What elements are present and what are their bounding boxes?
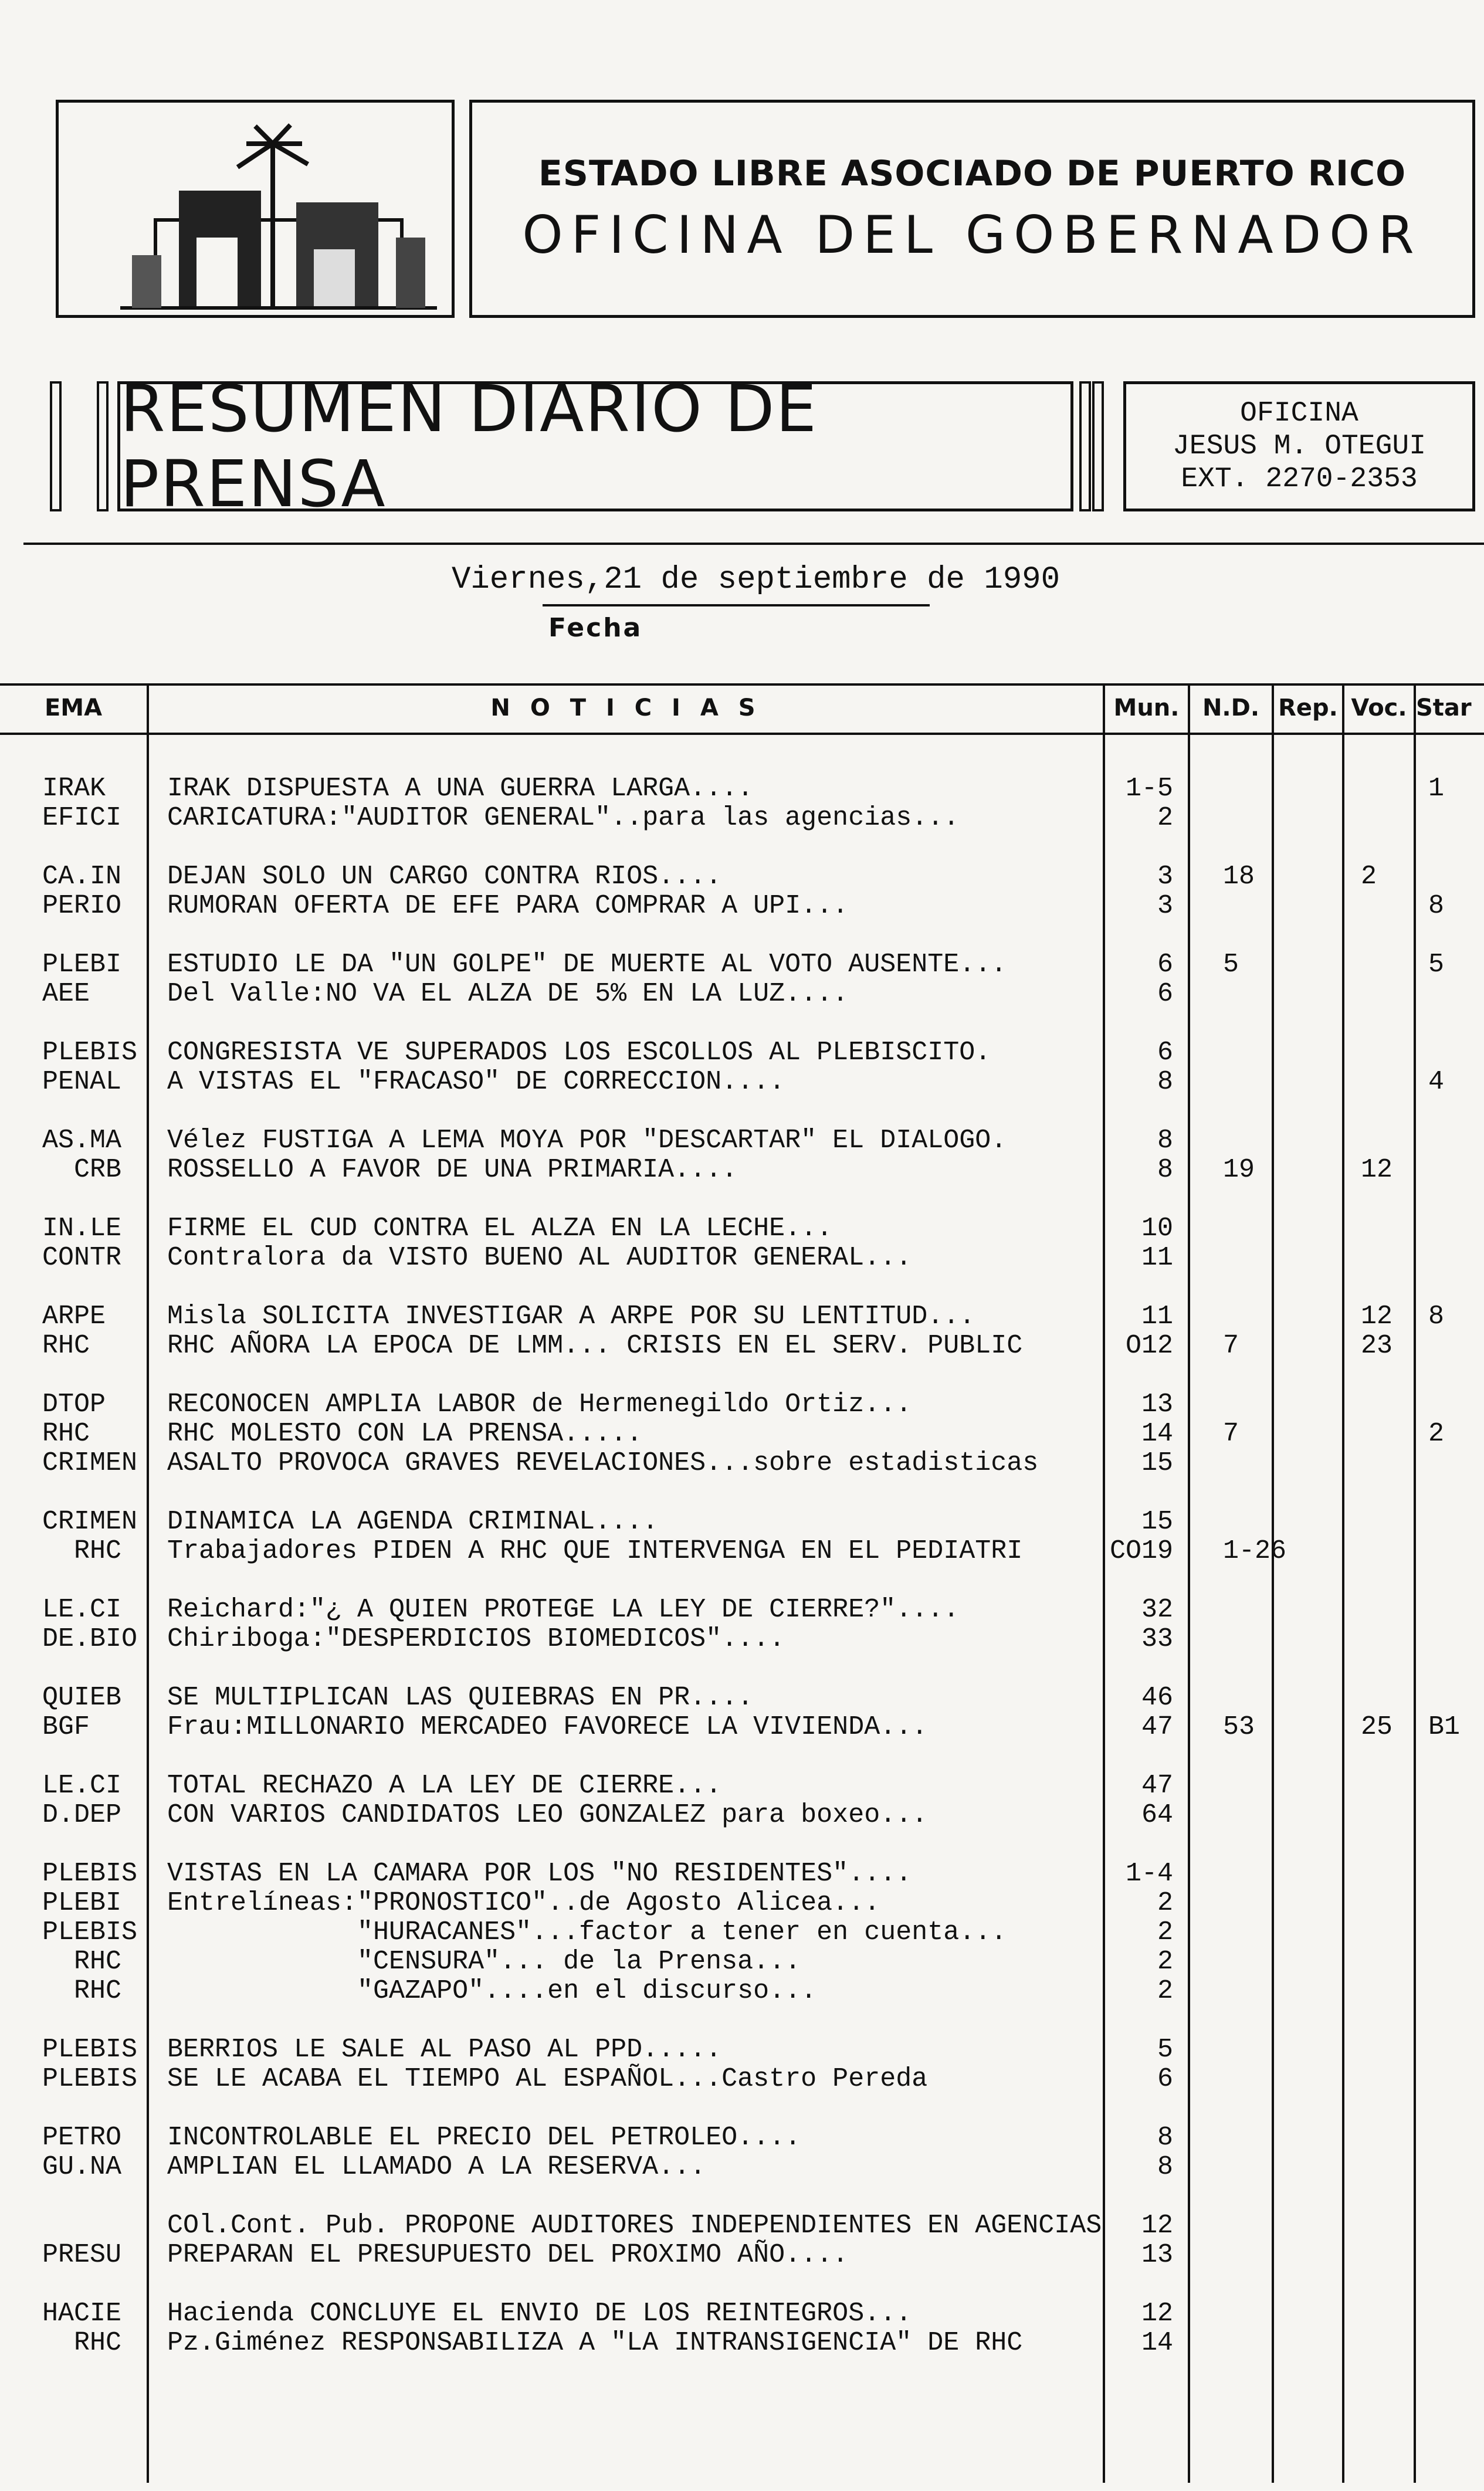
table-row <box>0 892 1484 921</box>
table-row <box>0 1889 1484 1918</box>
row-headline: INCONTROLABLE EL PRECIO DEL PETROLEO.... <box>167 2123 801 2153</box>
row-mun-page: 32 <box>1141 1595 1173 1625</box>
row-headline: "HURACANES"...factor a tener en cuenta... <box>167 1917 1007 1947</box>
row-headline: Del Valle:NO VA EL ALZA DE 5% EN LA LUZ.... <box>167 979 849 1009</box>
row-topic: RHC <box>42 1419 90 1449</box>
row-headline: Hacienda CONCLUYE EL ENVIO DE LOS REINTEGROS... <box>167 2299 912 2329</box>
table-row <box>0 1419 1484 1449</box>
row-voc-page: 12 <box>1361 1155 1393 1185</box>
row-topic: PLEBIS <box>42 2064 138 2094</box>
table-row <box>0 1155 1484 1185</box>
row-topic: RHC <box>42 1947 122 1977</box>
row-mun-page: 33 <box>1141 1624 1173 1654</box>
row-topic: PLEBI <box>42 950 122 980</box>
col-header-nd: N.D. <box>1202 694 1260 721</box>
row-headline: ASALTO PROVOCA GRAVES REVELACIONES...sobre estadisticas <box>167 1448 1039 1478</box>
table-row <box>0 804 1484 833</box>
row-topic: CRB <box>42 1155 122 1185</box>
row-headline: ROSSELLO A FAVOR DE UNA PRIMARIA.... <box>167 1155 738 1185</box>
row-headline: Chiriboga:"DESPERDICIOS BIOMEDICOS".... <box>167 1624 785 1654</box>
row-topic: CA.IN <box>42 862 122 892</box>
row-topic: GU.NA <box>42 2152 122 2182</box>
row-voc-page: 23 <box>1361 1331 1393 1361</box>
col-header-mun: Mun. <box>1113 694 1180 721</box>
row-topic: DTOP <box>42 1389 106 1419</box>
table-row <box>0 2153 1484 2182</box>
row-headline: RUMORAN OFERTA DE EFE PARA COMPRAR A UPI... <box>167 891 849 921</box>
table-row <box>0 1977 1484 2006</box>
row-topic: IRAK <box>42 774 106 804</box>
row-nd-page: 7 <box>1223 1419 1239 1449</box>
document-title: RESUMEN DIARIO DE PRENSA <box>120 371 818 521</box>
row-headline: AMPLIAN EL LLAMADO A LA RESERVA... <box>167 2152 706 2182</box>
header-divider <box>23 543 1484 545</box>
row-nd-page: 7 <box>1223 1331 1239 1361</box>
government-name: ESTADO LIBRE ASOCIADO DE PUERTO RICO <box>538 152 1407 194</box>
table-row <box>0 1126 1484 1155</box>
row-headline: ESTUDIO LE DA "UN GOLPE" DE MUERTE AL VOTO AUSENTE... <box>167 950 1007 980</box>
table-row <box>0 980 1484 1009</box>
row-topic: LE.CI <box>42 1595 122 1625</box>
date-underline <box>543 604 930 606</box>
table-row <box>0 2123 1484 2153</box>
row-topic: PLEBIS <box>42 1038 138 1067</box>
left-decor-bar-2 <box>97 381 109 511</box>
row-voc-page: 2 <box>1361 862 1377 892</box>
date-label: Fecha <box>548 613 643 643</box>
table-row <box>0 1214 1484 1243</box>
row-topic: AEE <box>42 979 90 1009</box>
table-row <box>0 2035 1484 2065</box>
table-row <box>0 1859 1484 1889</box>
row-star-page: 2 <box>1428 1419 1445 1449</box>
row-headline: Reichard:"¿ A QUIEN PROTEGE LA LEY DE CIERRE?".... <box>167 1595 960 1625</box>
table-row <box>0 1038 1484 1067</box>
table-row <box>0 774 1484 804</box>
row-topic: HACIE <box>42 2299 122 2329</box>
row-headline: FIRME EL CUD CONTRA EL ALZA EN LA LECHE... <box>167 1214 833 1243</box>
row-headline: "GAZAPO"....en el discurso... <box>167 1976 817 2006</box>
table-row <box>0 1331 1484 1361</box>
row-topic: PLEBIS <box>42 2035 138 2065</box>
office-name: OFICINA DEL GOBERNADOR <box>522 204 1422 265</box>
row-mun-page: 2 <box>1157 803 1173 833</box>
row-star-page: 4 <box>1428 1067 1445 1097</box>
col-header-voc: Voc. <box>1351 694 1407 721</box>
row-headline: IRAK DISPUESTA A UNA GUERRA LARGA.... <box>167 774 754 804</box>
row-mun-page: 2 <box>1157 1888 1173 1918</box>
row-topic: DE.BIO <box>42 1624 138 1654</box>
row-topic: CONTR <box>42 1243 122 1273</box>
row-nd-page: 5 <box>1223 950 1239 980</box>
table-row <box>0 1067 1484 1097</box>
row-mun-page: 8 <box>1157 2123 1173 2153</box>
row-headline: VISTAS EN LA CAMARA POR LOS "NO RESIDENTES".... <box>167 1859 912 1889</box>
row-mun-page: 1-5 <box>1125 774 1173 804</box>
row-topic: EFICI <box>42 803 122 833</box>
row-topic: AS.MA <box>42 1126 122 1155</box>
row-mun-page: 47 <box>1141 1771 1173 1801</box>
row-mun-page: 64 <box>1141 1800 1173 1830</box>
row-mun-page: 6 <box>1157 950 1173 980</box>
row-headline: RHC MOLESTO CON LA PRENSA..... <box>167 1419 643 1449</box>
row-headline: Pz.Giménez RESPONSABILIZA A "LA INTRANSIGENCIA" DE RHC <box>167 2328 1023 2358</box>
table-row <box>0 2329 1484 2358</box>
row-mun-page: 6 <box>1157 1038 1173 1067</box>
row-topic: PLEBIS <box>42 1859 138 1889</box>
row-headline: SE MULTIPLICAN LAS QUIEBRAS EN PR.... <box>167 1683 754 1713</box>
row-mun-page: O12 <box>1125 1331 1173 1361</box>
row-headline: PREPARAN EL PRESUPUESTO DEL PROXIMO AÑO.... <box>167 2240 849 2270</box>
row-mun-page: 13 <box>1141 1389 1173 1419</box>
row-topic: LE.CI <box>42 1771 122 1801</box>
row-mun-page: 1-4 <box>1125 1859 1173 1889</box>
table-row <box>0 1801 1484 1830</box>
table-row <box>0 1918 1484 1947</box>
row-mun-page: 5 <box>1157 2035 1173 2065</box>
table-header-rule <box>0 733 1484 735</box>
right-decor-bar-1 <box>1079 381 1091 511</box>
row-topic: IN.LE <box>42 1214 122 1243</box>
row-mun-page: 47 <box>1141 1712 1173 1742</box>
row-headline: Trabajadores PIDEN A RHC QUE INTERVENGA EN EL PEDIATRI <box>167 1536 1023 1566</box>
table-row <box>0 2299 1484 2329</box>
row-mun-page: 8 <box>1157 1067 1173 1097</box>
row-topic: PETRO <box>42 2123 122 2153</box>
row-nd-page: 1-26 <box>1223 1536 1287 1566</box>
row-mun-page: 12 <box>1141 2299 1173 2329</box>
row-headline: RECONOCEN AMPLIA LABOR de Hermenegildo Ortiz... <box>167 1389 912 1419</box>
row-mun-page: 13 <box>1141 2240 1173 2270</box>
table-row <box>0 2065 1484 2094</box>
row-topic: CRIMEN <box>42 1507 138 1537</box>
row-star-page: 8 <box>1428 891 1445 921</box>
row-mun-page: 12 <box>1141 2211 1173 2241</box>
row-mun-page: 3 <box>1157 891 1173 921</box>
row-mun-page: 8 <box>1157 2152 1173 2182</box>
table-row <box>0 1947 1484 1977</box>
table-row <box>0 1537 1484 1566</box>
table-row <box>0 1713 1484 1742</box>
row-star-page: B1 <box>1428 1712 1461 1742</box>
col-header-star: Star <box>1416 694 1472 721</box>
row-topic: CRIMEN <box>42 1448 138 1478</box>
row-mun-page: 14 <box>1141 1419 1173 1449</box>
row-topic: PERIO <box>42 891 122 921</box>
row-headline: COl.Cont. Pub. PROPONE AUDITORES INDEPENDIENTES EN AGENCIAS <box>167 2211 1102 2241</box>
row-star-page: 8 <box>1428 1302 1445 1331</box>
building-logo-illustration <box>120 120 437 314</box>
table-row <box>0 1595 1484 1625</box>
row-mun-page: CO19 <box>1109 1536 1173 1566</box>
row-topic: ARPE <box>42 1302 106 1331</box>
row-voc-page: 12 <box>1361 1302 1393 1331</box>
row-topic: PRESU <box>42 2240 122 2270</box>
row-topic: BGF <box>42 1712 90 1742</box>
table-row <box>0 2241 1484 2270</box>
col-header-tema: EMA <box>44 694 103 721</box>
page-bottom <box>0 2483 1484 2491</box>
row-headline: Contralora da VISTO BUENO AL AUDITOR GENERAL... <box>167 1243 912 1273</box>
office-extension: EXT. 2270-2353 <box>1181 463 1418 495</box>
row-headline: CARICATURA:"AUDITOR GENERAL"..para las agencias... <box>167 803 960 833</box>
row-mun-page: 2 <box>1157 1947 1173 1977</box>
row-headline: CON VARIOS CANDIDATOS LEO GONZALEZ para boxeo... <box>167 1800 928 1830</box>
row-topic: PLEBI <box>42 1888 122 1918</box>
table-row <box>0 1449 1484 1478</box>
row-headline: A VISTAS EL "FRACASO" DE CORRECCION.... <box>167 1067 785 1097</box>
row-headline: "CENSURA"... de la Prensa... <box>167 1947 801 1977</box>
row-nd-page: 18 <box>1223 862 1255 892</box>
row-mun-page: 2 <box>1157 1917 1173 1947</box>
table-row <box>0 1302 1484 1331</box>
table-row <box>0 1243 1484 1273</box>
row-topic: RHC <box>42 1331 90 1361</box>
table-row <box>0 1771 1484 1801</box>
row-mun-page: 11 <box>1141 1243 1173 1273</box>
row-mun-page: 2 <box>1157 1976 1173 2006</box>
table-row <box>0 1390 1484 1419</box>
col-header-noticias: N O T I C I A S <box>490 694 761 721</box>
row-mun-page: 8 <box>1157 1155 1173 1185</box>
row-headline: SE LE ACABA EL TIEMPO AL ESPAÑOL...Castro Pereda <box>167 2064 928 2094</box>
row-mun-page: 15 <box>1141 1448 1173 1478</box>
row-mun-page: 11 <box>1141 1302 1173 1331</box>
report-date: Viernes,21 de septiembre de 1990 <box>452 562 1060 598</box>
row-headline: BERRIOS LE SALE AL PASO AL PPD..... <box>167 2035 722 2065</box>
row-headline: Frau:MILLONARIO MERCADEO FAVORECE LA VIVIENDA... <box>167 1712 928 1742</box>
row-star-page: 1 <box>1428 774 1445 804</box>
row-headline: RHC AÑORA LA EPOCA DE LMM... CRISIS EN EL SERV. PUBLIC <box>167 1331 1023 1361</box>
row-voc-page: 25 <box>1361 1712 1393 1742</box>
row-headline: Misla SOLICITA INVESTIGAR A ARPE POR SU LENTITUD... <box>167 1302 975 1331</box>
office-label: OFICINA <box>1240 398 1358 429</box>
table-row <box>0 950 1484 980</box>
row-topic: PLEBIS <box>42 1917 138 1947</box>
row-headline: Vélez FUSTIGA A LEMA MOYA POR "DESCARTAR" EL DIALOGO. <box>167 1126 1007 1155</box>
row-mun-page: 15 <box>1141 1507 1173 1537</box>
table-row <box>0 1625 1484 1654</box>
col-header-rep: Rep. <box>1278 694 1338 721</box>
left-decor-bar-1 <box>50 381 62 511</box>
row-headline: DINAMICA LA AGENDA CRIMINAL.... <box>167 1507 659 1537</box>
row-mun-page: 6 <box>1157 2064 1173 2094</box>
row-topic: QUIEB <box>42 1683 122 1713</box>
row-headline: DEJAN SOLO UN CARGO CONTRA RIOS.... <box>167 862 722 892</box>
row-mun-page: 46 <box>1141 1683 1173 1713</box>
row-nd-page: 19 <box>1223 1155 1255 1185</box>
row-headline: CONGRESISTA VE SUPERADOS LOS ESCOLLOS AL PLEBISCITO. <box>167 1038 991 1067</box>
table-row <box>0 862 1484 892</box>
table-row <box>0 2211 1484 2241</box>
row-mun-page: 14 <box>1141 2328 1173 2358</box>
table-row <box>0 1507 1484 1537</box>
row-headline: TOTAL RECHAZO A LA LEY DE CIERRE... <box>167 1771 722 1801</box>
row-headline: Entrelíneas:"PRONOSTICO"..de Agosto Alicea... <box>167 1888 880 1918</box>
office-contact-box <box>1123 381 1475 511</box>
row-mun-page: 8 <box>1157 1126 1173 1155</box>
office-contact-name: JESUS M. OTEGUI <box>1172 431 1427 462</box>
government-header-box <box>469 100 1475 318</box>
news-table-body <box>0 774 1484 2358</box>
row-topic: RHC <box>42 1536 122 1566</box>
right-decor-bar-2 <box>1092 381 1104 511</box>
row-nd-page: 53 <box>1223 1712 1255 1742</box>
row-mun-page: 10 <box>1141 1214 1173 1243</box>
row-topic: RHC <box>42 2328 122 2358</box>
row-mun-page: 3 <box>1157 862 1173 892</box>
row-topic: RHC <box>42 1976 122 2006</box>
row-topic: D.DEP <box>42 1800 122 1830</box>
row-mun-page: 6 <box>1157 979 1173 1009</box>
table-row <box>0 1683 1484 1713</box>
title-box <box>117 371 1073 521</box>
row-star-page: 5 <box>1428 950 1445 980</box>
row-topic: PENAL <box>42 1067 122 1097</box>
